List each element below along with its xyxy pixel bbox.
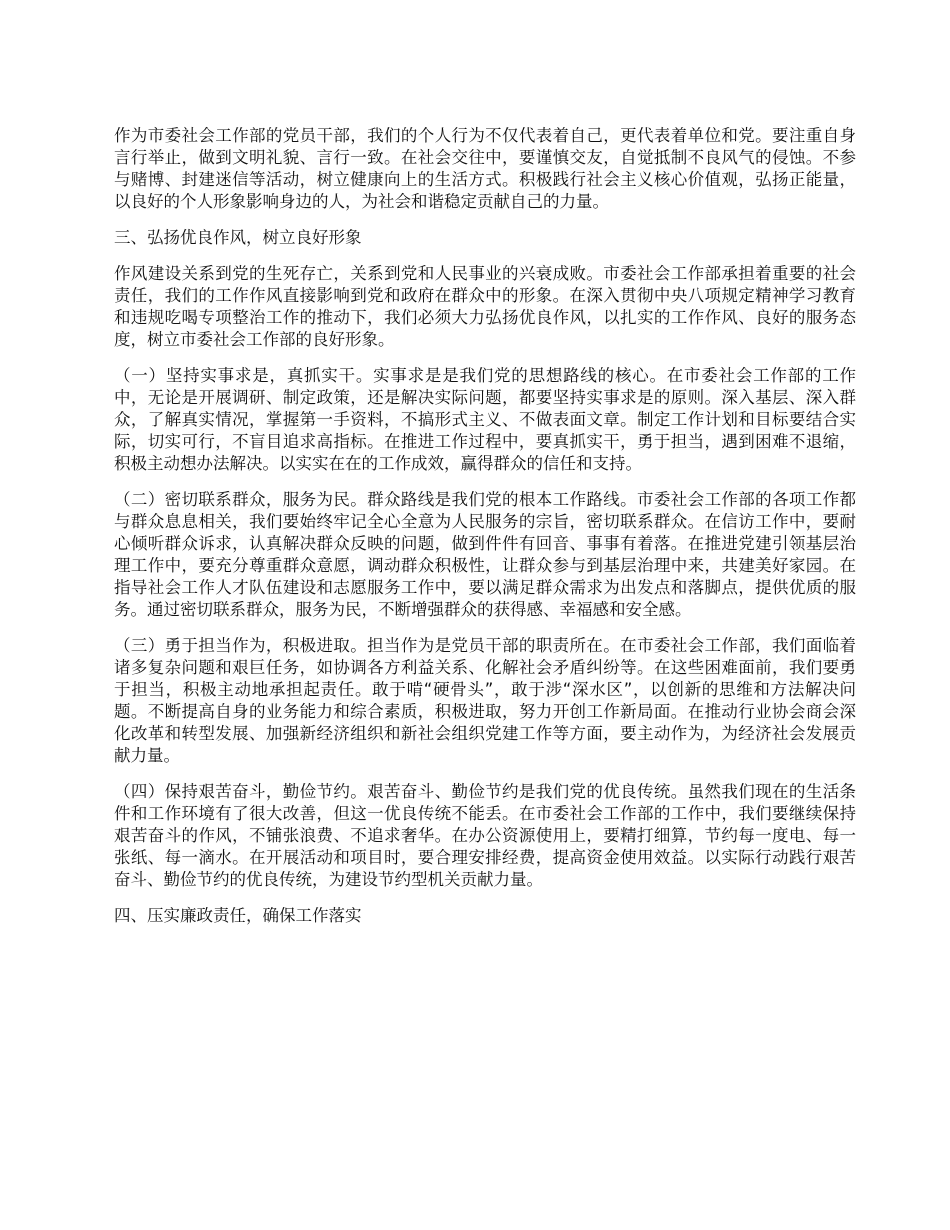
paragraph-personal-conduct: 作为市委社会工作部的党员干部，我们的个人行为不仅代表着自己，更代表着单位和党。要注重自身言行举止，做到文明礼貌、言行一致。在社会交往中，要谨慎交友，自觉抵制不良风气的侵蚀。不参与赌博、封建迷信等活动，树立健康向上的生活方式。积极践行社会主义核心价值观，弘扬正能量，以良好的个人形象影响身边的人，为社会和谐稳定贡献自己的力量。 <box>114 126 856 211</box>
paragraph-style-intro: 作风建设关系到党的生死存亡，关系到党和人民事业的兴衰成败。市委社会工作部承担着重要的社会责任，我们的工作作风直接影响到党和政府在群众中的形象。在深入贯彻中央八项规定精神学习教育和违规吃喝专项整治工作的推动下，我们必须大力弘扬优良作风，以扎实的工作作风、良好的服务态度，树立市委社会工作部的良好形象。 <box>114 264 856 349</box>
document-body <box>114 125 856 941</box>
paragraph-point-3: （三）勇于担当作为，积极进取。担当作为是党员干部的职责所在。在市委社会工作部，我们面临着诸多复杂问题和艰巨任务，如协调各方利益关系、化解社会矛盾纠纷等。在这些困难面前，我们要勇于担当，积极主动地承担起责任。敢于啃“硬骨头”，敢于涉“深水区”，以创新的思维和方法解决问题。不断提高自身的业务能力和综合素质，积极进取，努力开创工作新局面。在推动行业协会商会深化改革和转型发展、加强新经济组织和新社会组织党建工作等方面，要主动作为，为经济社会发展贡献力量。 <box>114 636 856 765</box>
paragraph-point-4: （四）保持艰苦奋斗，勤俭节约。艰苦奋斗、勤俭节约是我们党的优良传统。虽然我们现在的生活条件和工作环境有了很大改善，但这一优良传统不能丢。在市委社会工作部的工作中，我们要继续保持艰苦奋斗的作风，不铺张浪费、不追求奢华。在办公资源使用上，要精打细算，节约每一度电、每一张纸、每一滴水。在开展活动和项目时，要合理安排经费，提高资金使用效益。以实际行动践行艰苦奋斗、勤俭节约的优良传统，为建设节约型机关贡献力量。 <box>114 782 856 889</box>
paragraph-point-2: （二）密切联系群众，服务为民。群众路线是我们党的根本工作路线。市委社会工作部的各项工作都与群众息息相关，我们要始终牢记全心全意为人民服务的宗旨，密切联系群众。在信访工作中，要耐心倾听群众诉求，认真解决群众反映的问题，做到件件有回音、事事有着落。在推进党建引领基层治理工作中，要充分尊重群众意愿，调动群众积极性，让群众参与到基层治理中来，共建美好家园。在指导社会工作人才队伍建设和志愿服务工作中，要以满足群众需求为出发点和落脚点，提供优质的服务。通过密切联系群众，服务为民，不断增强群众的获得感、幸福感和安全感。 <box>114 490 856 619</box>
section-heading-3: 三、弘扬优良作风，树立良好形象 <box>114 228 362 247</box>
section-heading-4: 四、压实廉政责任，确保工作落实 <box>114 906 362 925</box>
paragraph-point-1: （一）坚持实事求是，真抓实干。实事求是是我们党的思想路线的核心。在市委社会工作部的工作中，无论是开展调研、制定政策，还是解决实际问题，都要坚持实事求是的原则。深入基层、深入群众，了解真实情况，掌握第一手资料，不搞形式主义、不做表面文章。制定工作计划和目标要结合实际，切实可行，不盲目追求高指标。在推进工作过程中，要真抓实干，勇于担当，遇到困难不退缩，积极主动想办法解决。以实实在在的工作成效，赢得群众的信任和支持。 <box>114 366 856 473</box>
